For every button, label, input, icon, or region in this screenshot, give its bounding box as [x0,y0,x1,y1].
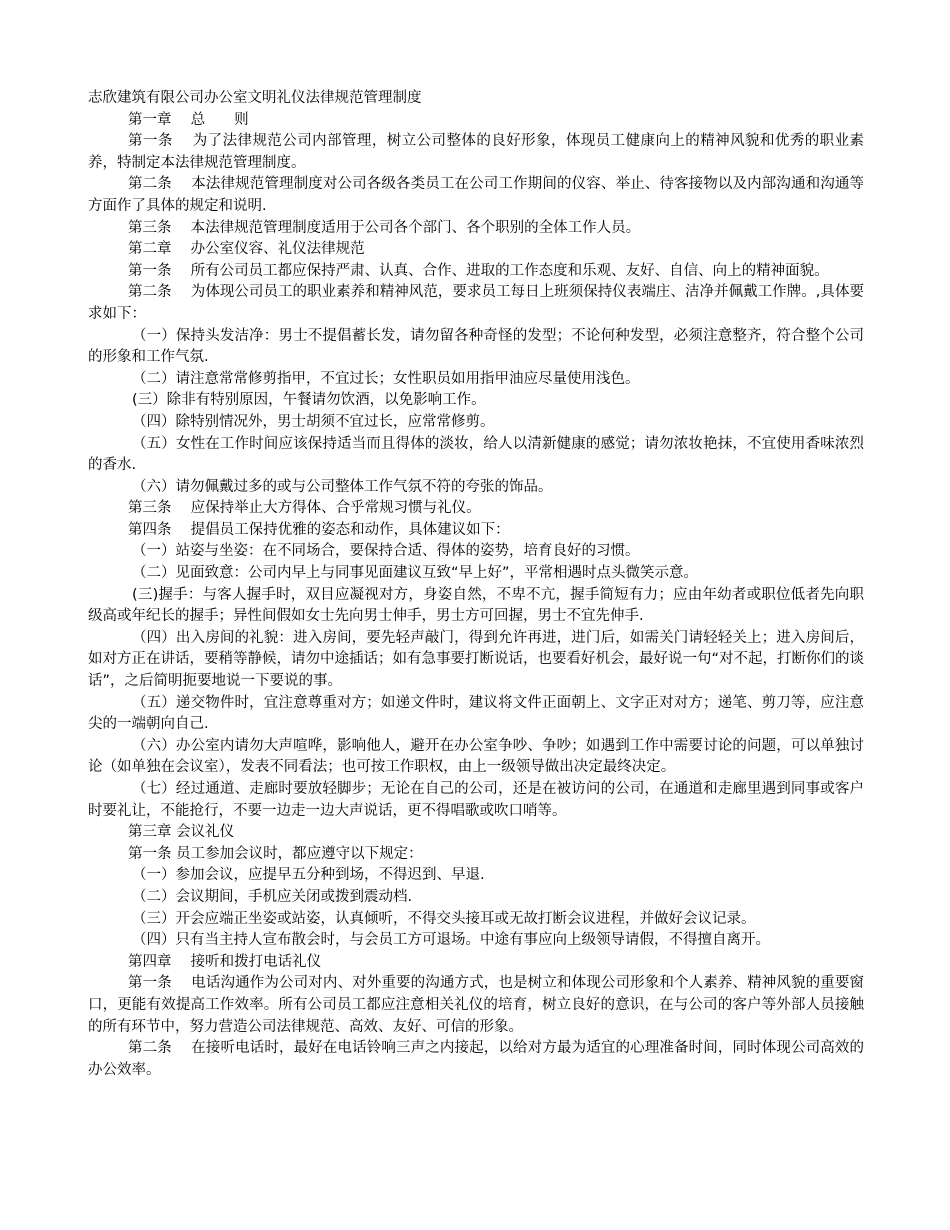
list-item: （七）经过通道、走廊时要放轻脚步；无论在自己的公司，还是在被访问的公司，在通道和走廊里遇到同事或客户时要礼让，不能抢行，不要一边走一边大声说话，更不得唱歌或吹口哨等。 [88,781,864,819]
article-paragraph: 第三条 本法律规范管理制度适用于公司各个部门、各个职别的全体工作人员。 [128,219,641,236]
list-item: （五）女性在工作时间应该保持适当而且得体的淡妆，给人以清新健康的感觉；请勿浓妆艳抹，不宜使用香味浓烈的香水. [88,435,864,474]
list-item: （四）出入房间的礼貌：进入房间，要先轻声敲门，得到允许再进，进门后，如需关门请轻轻关上；进入房间后，如对方正在讲话，要稍等静候，请勿中途插话；如有急事要打断说话，也要看好机会，最好说一句“对不起，打断你们的谈话”，之后简明扼要地说一下要说的事。 [88,629,865,690]
list-item: （一）站姿与坐姿：在不同场合，要保持合适、得体的姿势，培育良好的习惯。 [132,543,640,560]
list-item: （四）除特别情况外，男士胡须不宜过长，应常常修剪。 [132,413,495,430]
list-item: （六）办公室内请勿大声喧哗，影响他人，避开在办公室争吵、争吵；如遇到工作中需要讨论的问题，可以单独讨论（如单独在会议室），发表不同看法；也可按工作职权，由上一级领导做出决定最终决定。 [88,737,864,776]
article-paragraph: 第四条 提倡员工保持优雅的姿态和动作，具体建议如下： [128,521,510,538]
list-item: （一）保持头发洁净：男士不提倡蓄长发，请勿留各种奇怪的发型；不论何种发型，必须注意整齐，符合整个公司的形象和工作气氛. [88,327,864,366]
list-item: （六）请勿佩戴过多的或与公司整体工作气氛不符的夸张的饰品。 [132,478,553,495]
list-item: (三）除非有特别原因，午餐请勿饮酒，以免影响工作。 [132,392,486,409]
list-item: （四）只有当主持人宣布散会时，与会员工方可退场。中途有事应向上级领导请假，不得擅自离开。 [132,932,770,949]
list-item: （二）会议期间，手机应关闭或拨到震动档. [132,888,413,905]
chapter-heading: 第二章 办公室仪容、礼仪法律规范 [128,241,365,258]
list-item: （三）开会应端正坐姿或站姿，认真倾听，不得交头接耳或无故打断会议进程，并做好会议记录。 [132,910,756,927]
list-item: （二）见面致意：公司内早上与同事见面建议互致“早上好”，平常相遇时点头微笑示意。 [132,565,699,582]
article-paragraph: 第二条 本法律规范管理制度对公司各级各类员工在公司工作期间的仪容、举止、待客接物以及内部沟通和沟通等方面作了具体的规定和说明. [88,176,864,214]
article-paragraph: 第二条 为体现公司员工的职业素养和精神风范，要求员工每日上班须保持仪表端庄、洁净并佩戴工作牌。,具体要求如下： [88,284,864,322]
chapter-heading: 第四章 接听和拨打电话礼仪 [128,953,322,970]
list-item: （二）请注意常常修剪指甲，不宜过长；女性职员如用指甲油应尽量使用浅色。 [132,370,640,387]
article-paragraph: 第一条 员工参加会议时，都应遵守以下规定： [128,845,423,862]
list-item: （五）递交物件时，宜注意尊重对方；如递文件时，建议将文件正面朝上、文字正对对方；递笔、剪刀等，应注意尖的一端朝向自己. [88,694,864,733]
chapter-heading: 第三章 会议礼仪 [128,824,235,841]
article-paragraph: 第二条 在接听电话时，最好在电话铃响三声之内接起，以给对方最为适宜的心理准备时间，同时体现公司高效的办公效率。 [88,1040,864,1078]
document-title: 志欣建筑有限公司办公室文明礼仪法律规范管理制度 [88,90,422,106]
article-paragraph: 第一条 所有公司员工都应保持严肃、认真、合作、进取的工作态度和乐观、友好、自信、向上的精神面貌。 [128,262,829,279]
list-item: (三)握手：与客人握手时，双目应凝视对方，身姿自然，不卑不亢，握手简短有力；应由年幼者或职位低者先向职级高或年纪长的握手；异性间假如女士先向男士伸手，男士方可回握，男士不宜先伸手. [88,586,864,625]
article-paragraph: 第一条 为了法律规范公司内部管理，树立公司整体的良好形象，体现员工健康向上的精神风貌和优秀的职业素养，特制定本法律规范管理制度。 [88,133,864,171]
article-paragraph: 第一条 电话沟通作为公司对内、对外重要的沟通方式，也是树立和体现公司形象和个人素养、精神风貌的重要窗口，更能有效提高工作效率。所有公司员工都应注意相关礼仪的培育，树立良好的意识，在与公司的客户等外部人员接触的所有环节中，努力营造公司法律规范、高效、友好、可信的形象。 [88,975,864,1035]
article-paragraph: 第三条 应保持举止大方得体、合乎常规习惯与礼仪。 [128,500,481,517]
chapter-heading: 第一章 总 则 [128,111,249,128]
list-item: （一）参加会议，应提早五分种到场，不得迟到、早退. [132,867,485,884]
